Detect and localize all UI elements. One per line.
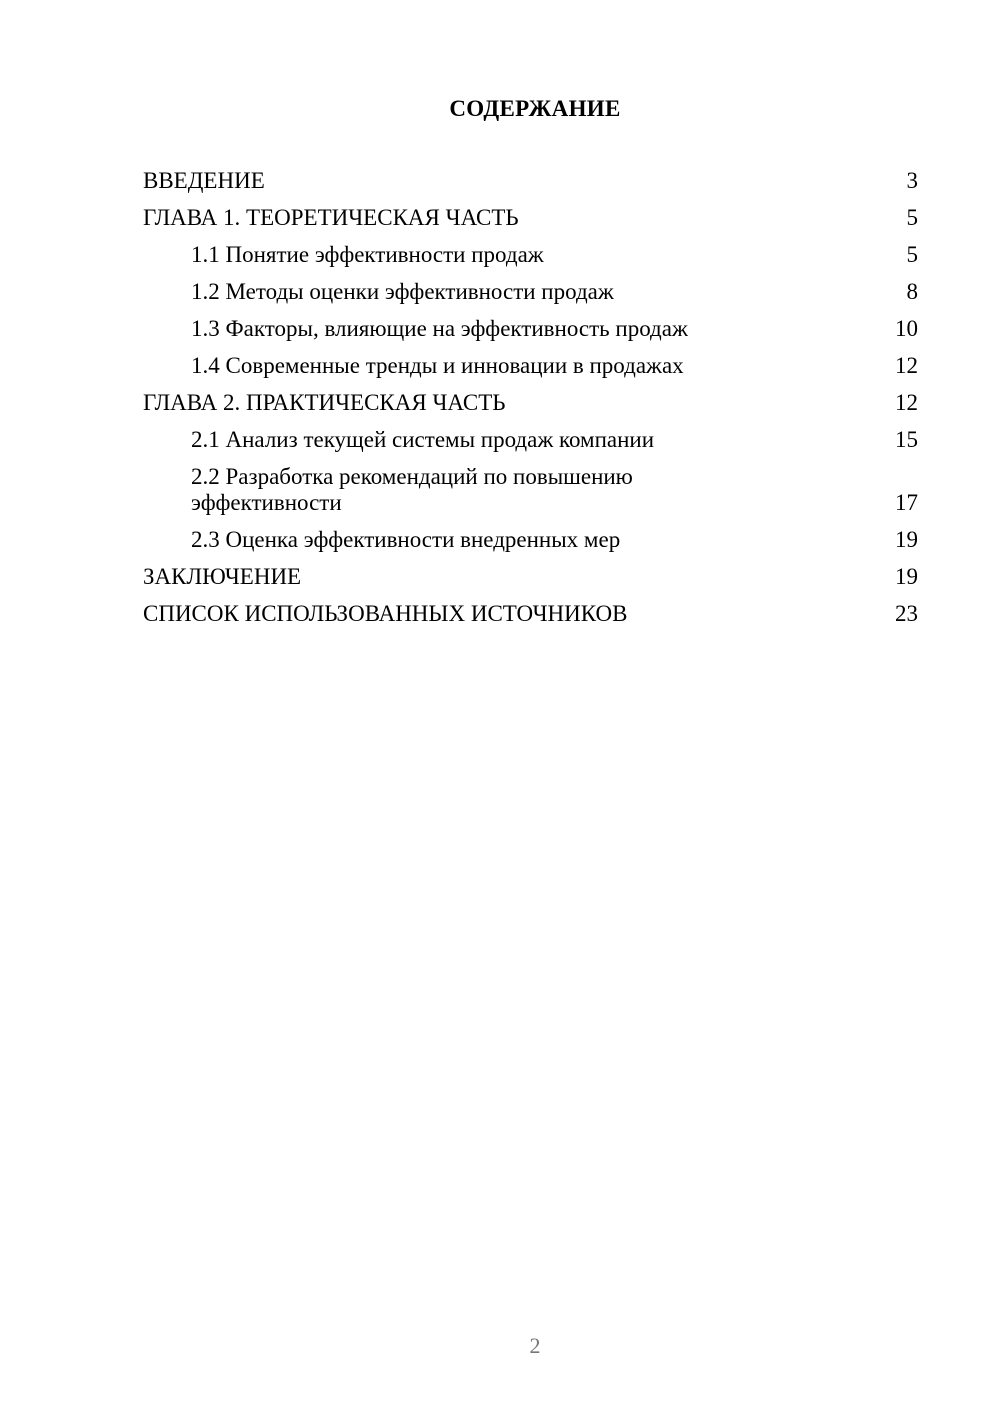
toc-entry-page: 23 [895, 601, 918, 626]
toc-entry-chapter-2[interactable] [143, 390, 918, 416]
toc-entry-label: ГЛАВА 2. ПРАКТИЧЕСКАЯ ЧАСТЬ [143, 390, 506, 415]
toc-entry-introduction[interactable] [143, 168, 918, 194]
toc-entry-section-2-3[interactable] [143, 527, 918, 553]
toc-entry-chapter-1[interactable] [143, 205, 918, 231]
page-number: 2 [529, 1333, 541, 1358]
toc-entry-label: 2.1 Анализ текущей системы продаж компании [191, 427, 655, 452]
toc-entry-label: 2.2 Разработка рекомендаций по повышению эффективности [191, 464, 633, 515]
toc-entry-label: СПИСОК ИСПОЛЬЗОВАННЫХ ИСТОЧНИКОВ [143, 601, 628, 626]
toc-entry-page: 19 [895, 564, 918, 589]
toc-entry-page: 19 [895, 527, 918, 552]
toc-title: СОДЕРЖАНИЕ [449, 96, 621, 121]
toc-entry-label: 1.4 Современные тренды и инновации в продажах [191, 353, 684, 378]
toc-entry-page: 5 [906, 242, 918, 267]
toc-entry-references[interactable] [143, 601, 918, 627]
toc-entry-page: 10 [895, 316, 918, 341]
toc-entry-section-1-4[interactable] [143, 353, 918, 379]
toc-entry-label: 2.3 Оценка эффективности внедренных мер [191, 527, 621, 552]
toc-entry-label: ЗАКЛЮЧЕНИЕ [143, 564, 302, 589]
toc-entry-section-1-3[interactable] [143, 316, 918, 342]
toc-entry-label: ВВЕДЕНИЕ [143, 168, 265, 193]
toc-entry-page: 3 [906, 168, 918, 193]
toc-entry-section-2-1[interactable] [143, 427, 918, 453]
toc-entry-conclusion[interactable] [143, 564, 918, 590]
toc-entry-section-1-1[interactable] [143, 242, 918, 268]
toc-entry-label: 1.2 Методы оценки эффективности продаж [191, 279, 614, 304]
toc-entry-section-1-2[interactable] [143, 279, 918, 305]
toc-entry-label: ГЛАВА 1. ТЕОРЕТИЧЕСКАЯ ЧАСТЬ [143, 205, 519, 230]
toc-entry-section-2-2[interactable] [143, 464, 918, 516]
toc-entry-label: 1.1 Понятие эффективности продаж [191, 242, 544, 267]
toc-entry-page: 12 [895, 390, 918, 415]
toc-entry-page: 15 [895, 427, 918, 452]
toc-entry-page: 12 [895, 353, 918, 378]
toc-entry-page: 17 [895, 490, 918, 515]
toc-entry-label: 1.3 Факторы, влияющие на эффективность продаж [191, 316, 688, 341]
toc-entry-page: 8 [906, 279, 918, 304]
table-of-contents [143, 168, 918, 638]
toc-entry-page: 5 [906, 205, 918, 230]
